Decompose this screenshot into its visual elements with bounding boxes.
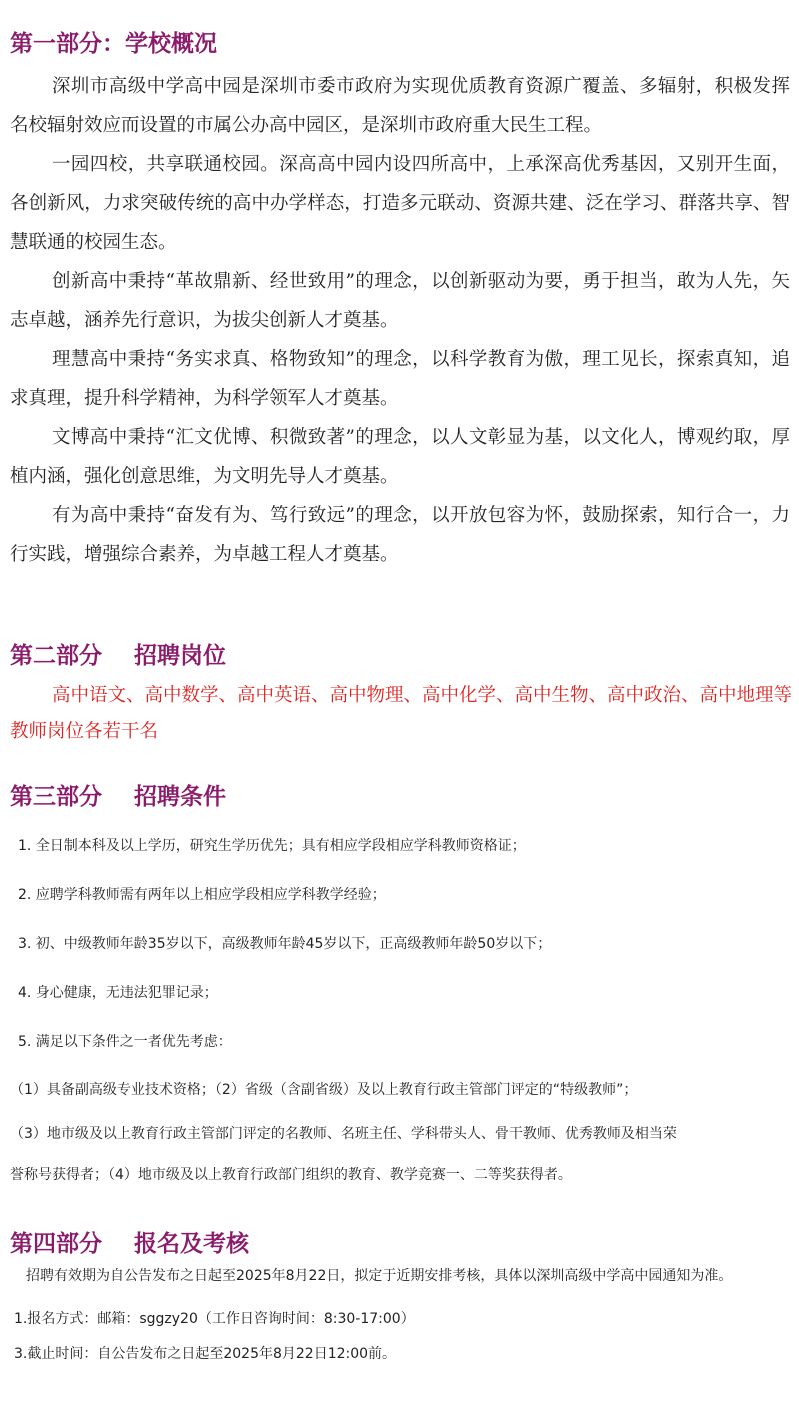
requirement-item: 3. 初、中级教师年龄35岁以下，高级教师年龄45岁以下，正高级教师年龄50岁以下； [18,936,552,952]
section-heading-requirements: 第三部分 招聘条件 [10,783,227,810]
requirement-item: 2. 应聘学科教师需有两年以上相应学段相应学科教学经验； [18,887,386,903]
priority-condition: （3）地市级及以上教育行政主管部门评定的名教师、名班主任、学科带头人、骨干教师、优秀教师及相当荣 [10,1126,677,1142]
section-heading-school-overview: 第一部分：学校概况 [10,30,217,57]
paragraph-innovation-high: 创新高中秉持“革故鼎新、经世致用”的理念，以创新驱动为要，勇于担当，敢为人先，矢志卓越，涵养先行意识，为拔尖创新人才奠基。 [10,271,790,331]
application-deadline: 3.截止时间：自公告发布之日起至2025年8月22日12:00前。 [14,1346,397,1362]
requirement-item: 5. 满足以下条件之一者优先考虑： [18,1034,232,1050]
priority-condition: 誉称号获得者；（4）地市级及以上教育行政部门组织的教育、教学竞赛一、二等奖获得者。 [10,1167,572,1183]
section-heading-application: 第四部分 报名及考核 [10,1230,250,1257]
section-heading-positions: 第二部分 招聘岗位 [10,642,227,669]
requirement-item: 4. 身心健康，无违法犯罪记录； [18,985,218,1001]
paragraph-lihui-high: 理慧高中秉持“务实求真、格物致知”的理念，以科学教育为傲，理工见长，探索真知，追求真理，提升科学精神，为科学领军人才奠基。 [10,349,790,409]
paragraph-wenbo-high: 文博高中秉持“汇文优博、积微致著”的理念，以人文彰显为基，以文化人，博观约取，厚植内涵，强化创意思维，为文明先导人才奠基。 [10,427,790,487]
paragraph-youwei-high: 有为高中秉持“奋发有为、笃行致远”的理念，以开放包容为怀，鼓励探索，知行合一，力行实践，增强综合素养，为卓越工程人才奠基。 [10,505,790,565]
paragraph-intro: 深圳市高级中学高中园是深圳市委市政府为实现优质教育资源广覆盖、多辐射，积极发挥名校辐射效应而设置的市属公办高中园区，是深圳市政府重大民生工程。 [10,76,790,136]
positions-list: 高中语文、高中数学、高中英语、高中物理、高中化学、高中生物、高中政治、高中地理等教师岗位各若干名 [10,685,793,742]
application-method: 1.报名方式：邮箱：sggzy20（工作日咨询时间：8:30-17:00） [14,1311,415,1327]
requirement-item: 1. 全日制本科及以上学历，研究生学历优先；具有相应学段相应学科教师资格证； [18,838,526,854]
priority-condition: （1）具备副高级专业技术资格；（2）省级（含副省级）及以上教育行政主管部门评定的“特级教师”； [10,1082,638,1098]
paragraph-campus: 一园四校，共享联通校园。深高高中园内设四所高中，上承深高优秀基因，又别开生面，各创新风，力求突破传统的高中办学样态，打造多元联动、资源共建、泛在学习、群落共享、智慧联通的校园生态。 [10,154,790,253]
application-intro: 招聘有效期为自公告发布之日起至2025年8月22日，拟定于近期安排考核，具体以深圳高级中学高中园通知为准。 [26,1268,733,1284]
